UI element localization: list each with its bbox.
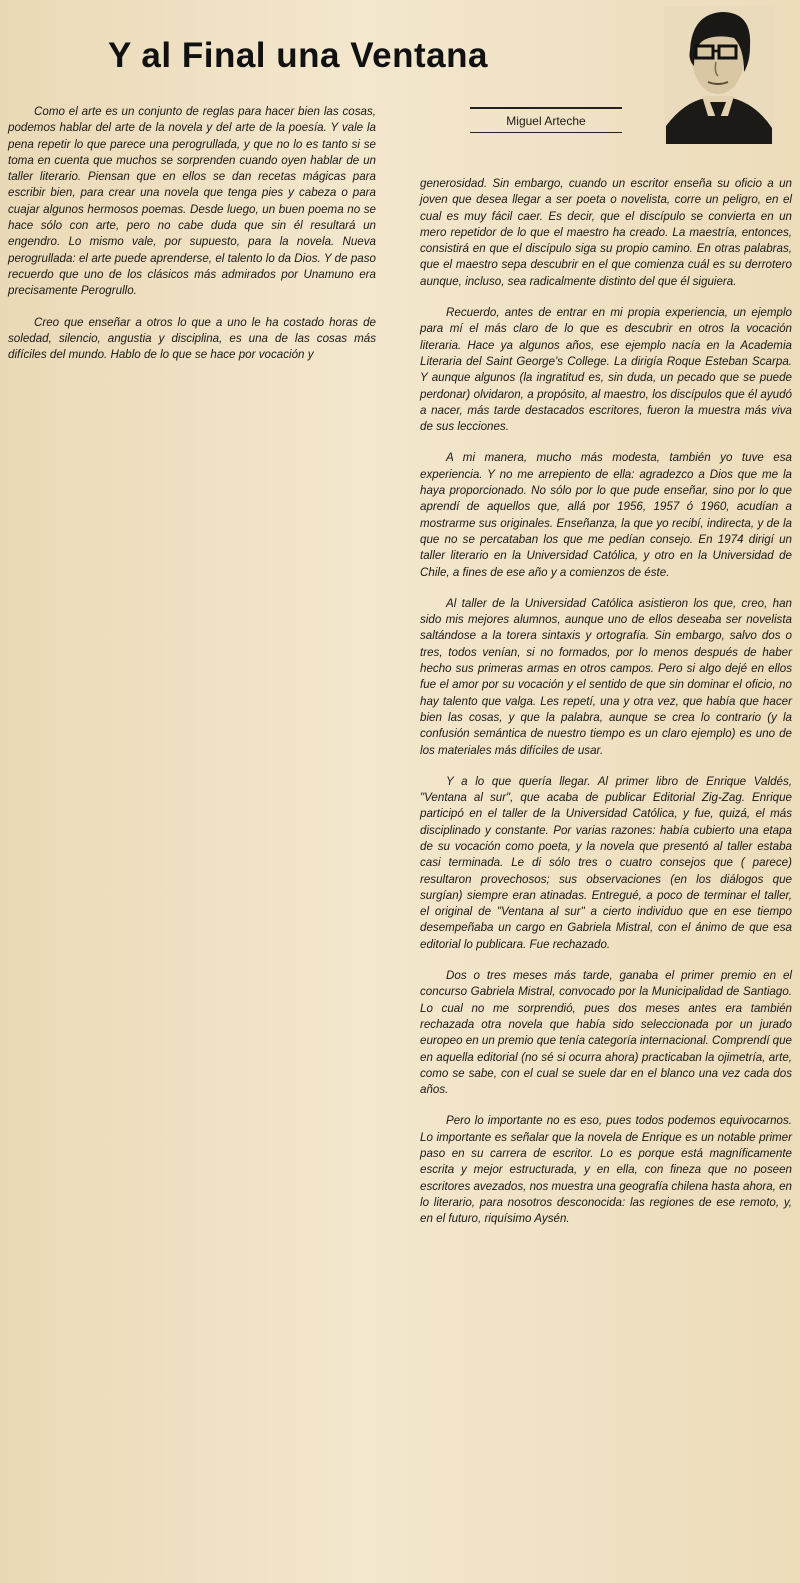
paragraph: Y a lo que quería llegar. Al primer libro de Enrique Valdés, "Ventana al sur", que acaba de publicar Editorial Zig-Zag. Enrique participó en el taller de la Universidad Católica, y fue, quizá, el más disciplinado y constante. Por varias razones: había cubierto una etapa de su vocación como poeta, y la novela que presentó al taller estaba casi terminada. Le di sólo tres o cuatro consejos que ( parece) resultaron provechosos; sus observaciones (en los diálogos que surgían) siempre eran atinadas. Entregué, a poco de terminar el taller, el original de "Ventana al sur" a cierto individuo que en ese tiempo desempeñaba un cargo en Gabriela Mistral, con el ánimo de que esa editorial lo publicara. Fue rechazado. [420, 774, 792, 951]
paragraph: A mi manera, mucho más modesta, también yo tuve esa experiencia. Y no me arrepiento de ella: agradezco a Dios que me la haya proporcionado. No sólo por lo que pude enseñar, sino por lo que aprendí de aquellos que, allá por 1956, 1957 ó 1960, acudían a mostrarme sus originales. Enseñanza, la que yo recibí, indirecta, y de la que no se percataban los que me pedían consejo. En 1974 dirigí un taller literario en la Universidad Católica, y otro en la Universidad de Chile, a fines de ese año y a comienzos de éste. [420, 451, 792, 579]
left-column [8, 104, 376, 378]
right-column [420, 176, 792, 1243]
paragraph: Creo que enseñar a otros lo que a uno le ha costado horas de soledad, silencio, angustia y disciplina, es una de las cosas más difíciles del mundo. Hablo de lo que se hace por vocación y [8, 315, 376, 362]
paragraph: Pero lo importante no es eso, pues todos podemos equivocarnos. Lo importante es señalar que la novela de Enrique es un notable primer paso en su carrera de escritor. Lo es porque está magníficamente escrita y mejor estructurada, y en ella, con fineza que no poseen escritores avezados, nos muestra una geografía chilena hasta ahora, en lo literario, para nosotros desconocida: las regiones de ese remoto, y, en el futuro, riquísimo Aysén. [420, 1114, 792, 1226]
paragraph: Recuerdo, antes de entrar en mi propia experiencia, un ejemplo para mí el más claro de lo que es descubrir en otros la vocación literaria. Hace ya algunos años, ese ejemplo nacía en la Academia Literaria del Saint George's College. La dirigía Roque Esteban Scarpa. Y aunque algunos (la ingratitud es, sin duda, un pecado que se puede perdonar) olvidaron, a propósito, al maestro, los discípulos que él ayudó a nacer, más tarde destacados escritores, fueron la muestra más viva de sus lecciones. [420, 306, 792, 434]
author-byline: Miguel Arteche [506, 114, 586, 128]
article-title: Y al Final una Ventana [108, 36, 488, 75]
paragraph-continuation: generosidad. Sin embargo, cuando un escritor enseña su oficio a un joven que desea llegar a ser poeta o novelista, corre un peligro, en el cual es muy fácil caer. Es decir, que el discípulo se convierta en un mero repetidor de lo que el maestro ha creado. La maestría, entonces, consistirá en que el discípulo siga su propio camino. En otras palabras, que el maestro sepa descubrir en el que comienza cuál es su derrotero aunque, incluso, sea radicalmente distinto del que él siguiera. [420, 177, 792, 288]
paragraph: Dos o tres meses más tarde, ganaba el primer premio en el concurso Gabriela Mistral, convocado por la Municipalidad de Santiago. Lo cual no me sorprendió, pues dos meses antes era también rechazada otra novela que había sido seleccionada por un jurado europeo en un premio que tenía categoría internacional. Comprendí que en aquella editorial (no sé si ocurra ahora) practicaban la ojimetría, arte, como se sabe, con el cual se suele dar en el blanco una vez cada dos años. [420, 969, 792, 1097]
author-portrait-icon [664, 6, 774, 144]
byline-rule-top [470, 107, 622, 109]
paragraph: Al taller de la Universidad Católica asistieron los que, creo, han sido mis mejores alumnos, aunque uno de ellos deseaba ser novelista saltándose a la torera sintaxis y ortografía. Sin embargo, salvo dos o tres, todos venían, si no formados, por lo menos después de haber hecho sus primeras armas en otros campos. Pero si algo dejé en ellos fue el amor por su vocación y el sentido de que sin dominar el oficio, no hay talento que valga. Les repetí, una y otra vez, que había que hacer bien las cosas, y que la palabra, aunque se crea lo contrario (y la confusión semántica de nuestro tiempo es un claro ejemplo) es uno de los materiales más difíciles de usar. [420, 596, 792, 757]
paragraph: Como el arte es un conjunto de reglas para hacer bien las cosas, podemos hablar del arte de la novela y del arte de la poesía. Y vale la pena repetir lo que parece una perogrullada, y que no lo es tanto si se toma en cuenta que muchos se sorprenden cuando oyen hablar de un taller literario. Piensan que en ellos se dan recetas mágicas para escribir bien, para crear una novela que tenga pies y cabeza o para cuajar algunos hermosos poemas. Desde luego, un buen poema no se hace sólo con arte, pero no cabe duda que sin él resultará un engendro. Lo mismo vale, por supuesto, para la novela. Nueva perogrullada: el arte puede aprenderse, el talento lo da Dios. Y de paso recuerdo que uno de los clásicos más admirados por Unamuno era precisamente Perogrullo. [8, 105, 376, 298]
byline-rule-bottom [470, 132, 622, 133]
